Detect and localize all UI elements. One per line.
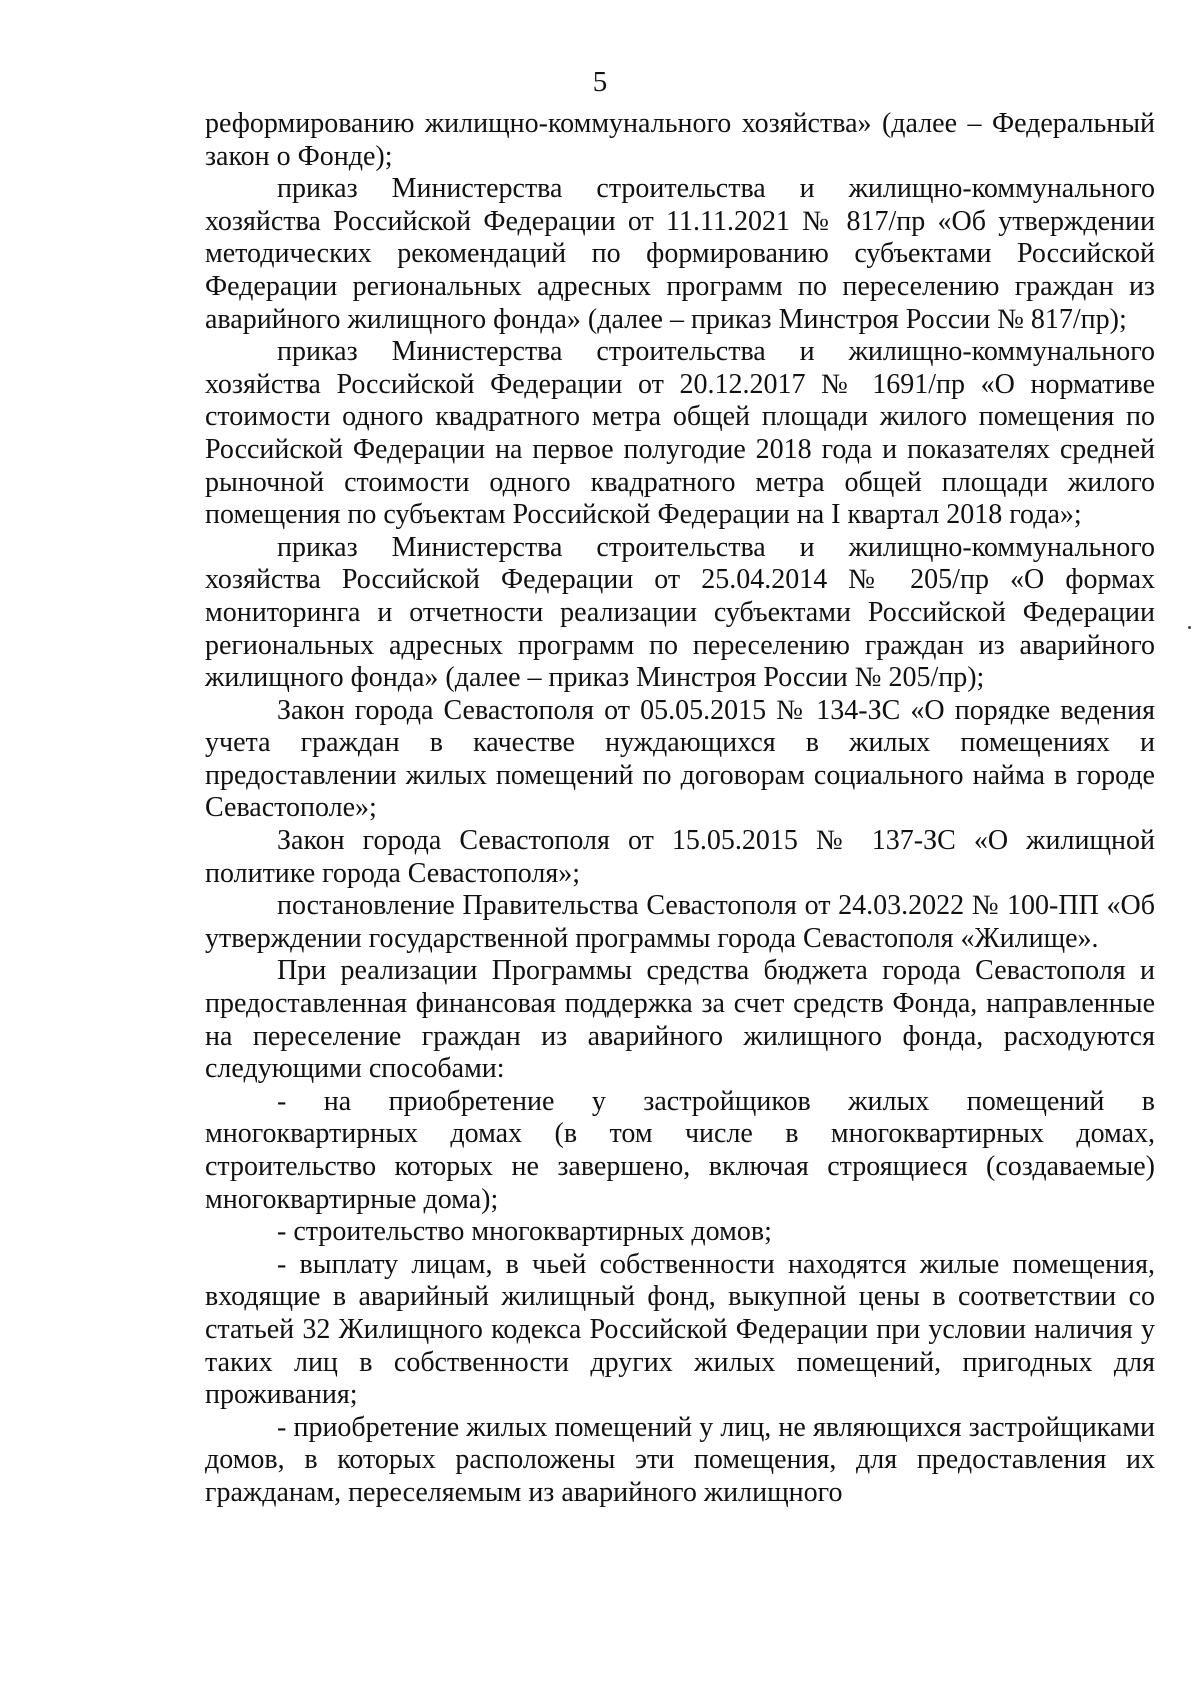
paragraph-5: Закон города Севастополя от 05.05.2015 № 134-ЗС «О порядке ведения учета граждан в качестве нуждающихся в жилых помещениях и предоставлении жилых помещений по договорам социального найма в городе Севастополе»; bbox=[205, 694, 1155, 824]
document-body bbox=[205, 108, 1155, 1510]
page-number: 5 bbox=[592, 66, 608, 98]
paragraph-3: приказ Министерства строительства и жилищно-коммунального хозяйства Российской Федерации от 20.12.2017 № 1691/пр «О нормативе стоимости одного квадратного метра общей площади жилого помещения по Российской Федерации на первое полугодие 2018 года и показателях средней рыночной стоимости одного квадратного метра общей площади жилого помещения по субъектам Российской Федерации на I квартал 2018 года»; bbox=[205, 336, 1155, 531]
paragraph-7: постановление Правительства Севастополя от 24.03.2022 № 100-ПП «Об утверждении государственной программы города Севастополя «Жилище». bbox=[205, 890, 1155, 954]
paragraph-6: Закон города Севастополя от 15.05.2015 № 137-ЗС «О жилищной политике города Севастополя»; bbox=[205, 825, 1155, 889]
scan-speck bbox=[1188, 626, 1191, 629]
paragraph-12: - приобретение жилых помещений у лиц, не являющихся застройщиками домов, в которых расположены эти помещения, для предоставления их гражданам, переселяемым из аварийного жилищного bbox=[205, 1411, 1155, 1508]
paragraph-1: реформированию жилищно-коммунального хозяйства» (далее – Федеральный закон о Фонде); bbox=[205, 108, 1155, 172]
paragraph-8: При реализации Программы средства бюджета города Севастополя и предоставленная финансовая поддержка за счет средств Фонда, направленные на переселение граждан из аварийного жилищного фонда, расходуются следующими способами: bbox=[205, 955, 1155, 1085]
paragraph-11: - выплату лицам, в чьей собственности находятся жилые помещения, входящие в аварийный жилищный фонд, выкупной цены в соответствии со статьей 32 Жилищного кодекса Российской Федерации при условии наличия у таких лиц в собственности других жилых помещений, пригодных для проживания; bbox=[205, 1248, 1155, 1411]
paragraph-2: приказ Министерства строительства и жилищно-коммунального хозяйства Российской Федерации от 11.11.2021 № 817/пр «Об утверждении методических рекомендаций по формированию субъектами Российской Федерации региональных адресных программ по переселению граждан из аварийного жилищного фонда» (далее – приказ Минстроя России № 817/пр); bbox=[205, 173, 1155, 335]
paragraph-9: - на приобретение у застройщиков жилых помещений в многоквартирных домах (в том числе в многоквартирных домах, строительство которых не завершено, включая строящиеся (создаваемые) многоквартирные дома); bbox=[205, 1085, 1155, 1215]
paragraph-10: - строительство многоквартирных домов; bbox=[277, 1216, 772, 1248]
paragraph-4: приказ Министерства строительства и жилищно-коммунального хозяйства Российской Федерации от 25.04.2014 № 205/пр «О формах мониторинга и отчетности реализации субъектами Российской Федерации региональных адресных программ по переселению граждан из аварийного жилищного фонда» (далее – приказ Минстроя России № 205/пр); bbox=[205, 531, 1155, 694]
